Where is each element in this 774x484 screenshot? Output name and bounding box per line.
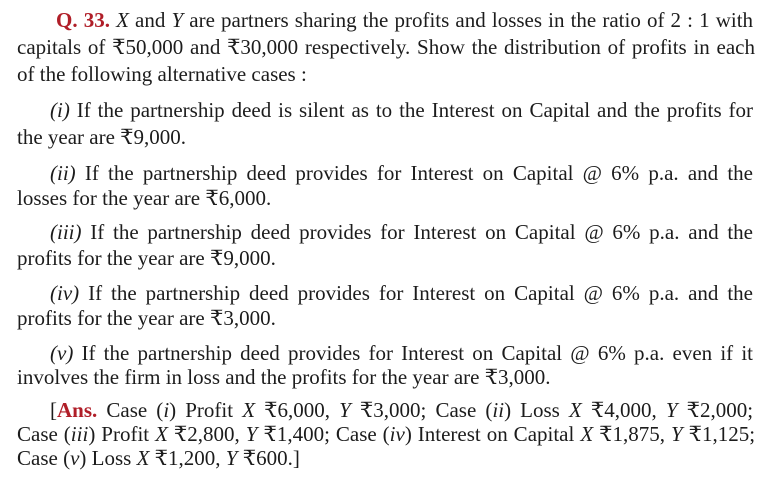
answer-amount: ₹6,000, [264,398,331,422]
answer-text: ₹1,400; Case ( [263,422,390,446]
answer-amount: ₹1,200, [154,446,221,470]
answer-text: ) Loss [79,446,132,470]
question-text: and [135,8,166,32]
answer-amount: ₹4,000, [590,398,657,422]
partner-y: Y [225,446,238,470]
answer-amount: ₹2,800, [173,422,240,446]
case-numeral: (iii) [50,220,82,244]
answer-bracket: [ [50,398,57,422]
question-line-1 [56,7,753,33]
answer-text: ) Profit [88,422,150,446]
case-i-line-1 [50,97,753,123]
case-iii-line-1 [50,219,753,245]
case-text: If the partnership deed provides for Interest on Capital @ 6% p.a. and the [84,161,753,185]
case-i-line-2 [17,124,755,150]
partner-x: X [580,422,594,446]
partner-x: X [155,422,168,446]
question-text: capitals of ₹50,000 and ₹30,000 respectively. Show the distribution of profits in each [17,35,755,59]
answer-amount: ₹1,875, [599,422,666,446]
question-number: Q. 33. [56,8,110,32]
question-text: of the following alternative cases : [17,62,307,86]
answer-line-1 [50,397,753,423]
answer-label: Ans. [57,398,98,422]
answer-text: Case ( [17,422,71,446]
case-numeral: iv [389,422,405,446]
case-text: profits for the year are ₹9,000. [17,246,276,270]
case-text: If the partnership deed provides for Interest on Capital @ 6% p.a. and the [88,281,753,305]
answer-amount: ₹600.] [242,446,300,470]
case-text: If the partnership deed provides for Interest on Capital @ 6% p.a. even if it [81,341,753,365]
partner-x: X [568,398,582,422]
case-iii-line-2 [17,245,755,271]
question-line-3 [17,61,755,87]
case-text: If the partnership deed provides for Interest on Capital @ 6% p.a. and the [90,220,753,244]
answer-text: Case ( [106,398,164,422]
answer-text: ) Profit [169,398,234,422]
case-numeral: iii [70,422,89,446]
case-numeral: (ii) [50,161,76,185]
answer-text: ) Loss [504,398,560,422]
case-numeral: i [163,398,170,422]
answer-text: Case ( [17,446,71,470]
answer-amount: ₹1,125; [688,422,755,446]
partner-y: Y [245,422,258,446]
case-text: losses for the year are ₹6,000. [17,186,272,210]
partner-x: X [116,8,129,32]
partner-x: X [242,398,256,422]
case-iv-line-1 [50,280,753,306]
partner-y: Y [339,398,351,422]
case-numeral: v [70,446,80,470]
case-numeral: (v) [50,341,74,365]
case-text: the year are ₹9,000. [17,125,187,149]
case-ii-line-1 [50,160,753,186]
question-line-2 [17,34,755,60]
question-text: are partners sharing the profits and losses in the ratio of 2 : 1 with [189,8,753,32]
answer-amount: ₹2,000; [686,398,753,422]
case-numeral: (iv) [50,281,80,305]
partner-y: Y [665,398,678,422]
case-iv-line-2 [17,305,755,331]
answer-text: ) Interest on Capital [404,422,575,446]
answer-line-3 [17,445,755,471]
case-numeral: (i) [50,98,70,122]
case-v-line-2 [17,364,755,390]
answer-line-2 [17,421,755,447]
partner-y: Y [171,8,184,32]
answer-text: ₹3,000; Case ( [359,398,493,422]
partner-x: X [136,446,150,470]
case-text: If the partnership deed is silent as to the Interest on Capital and the profits for [76,98,753,122]
case-ii-line-2 [17,185,755,211]
case-text: profits for the year are ₹3,000. [17,306,276,330]
case-text: involves the firm in loss and the profits for the year are ₹3,000. [17,365,551,389]
case-v-line-1 [50,340,753,366]
case-numeral: ii [492,398,505,422]
partner-y: Y [671,422,683,446]
